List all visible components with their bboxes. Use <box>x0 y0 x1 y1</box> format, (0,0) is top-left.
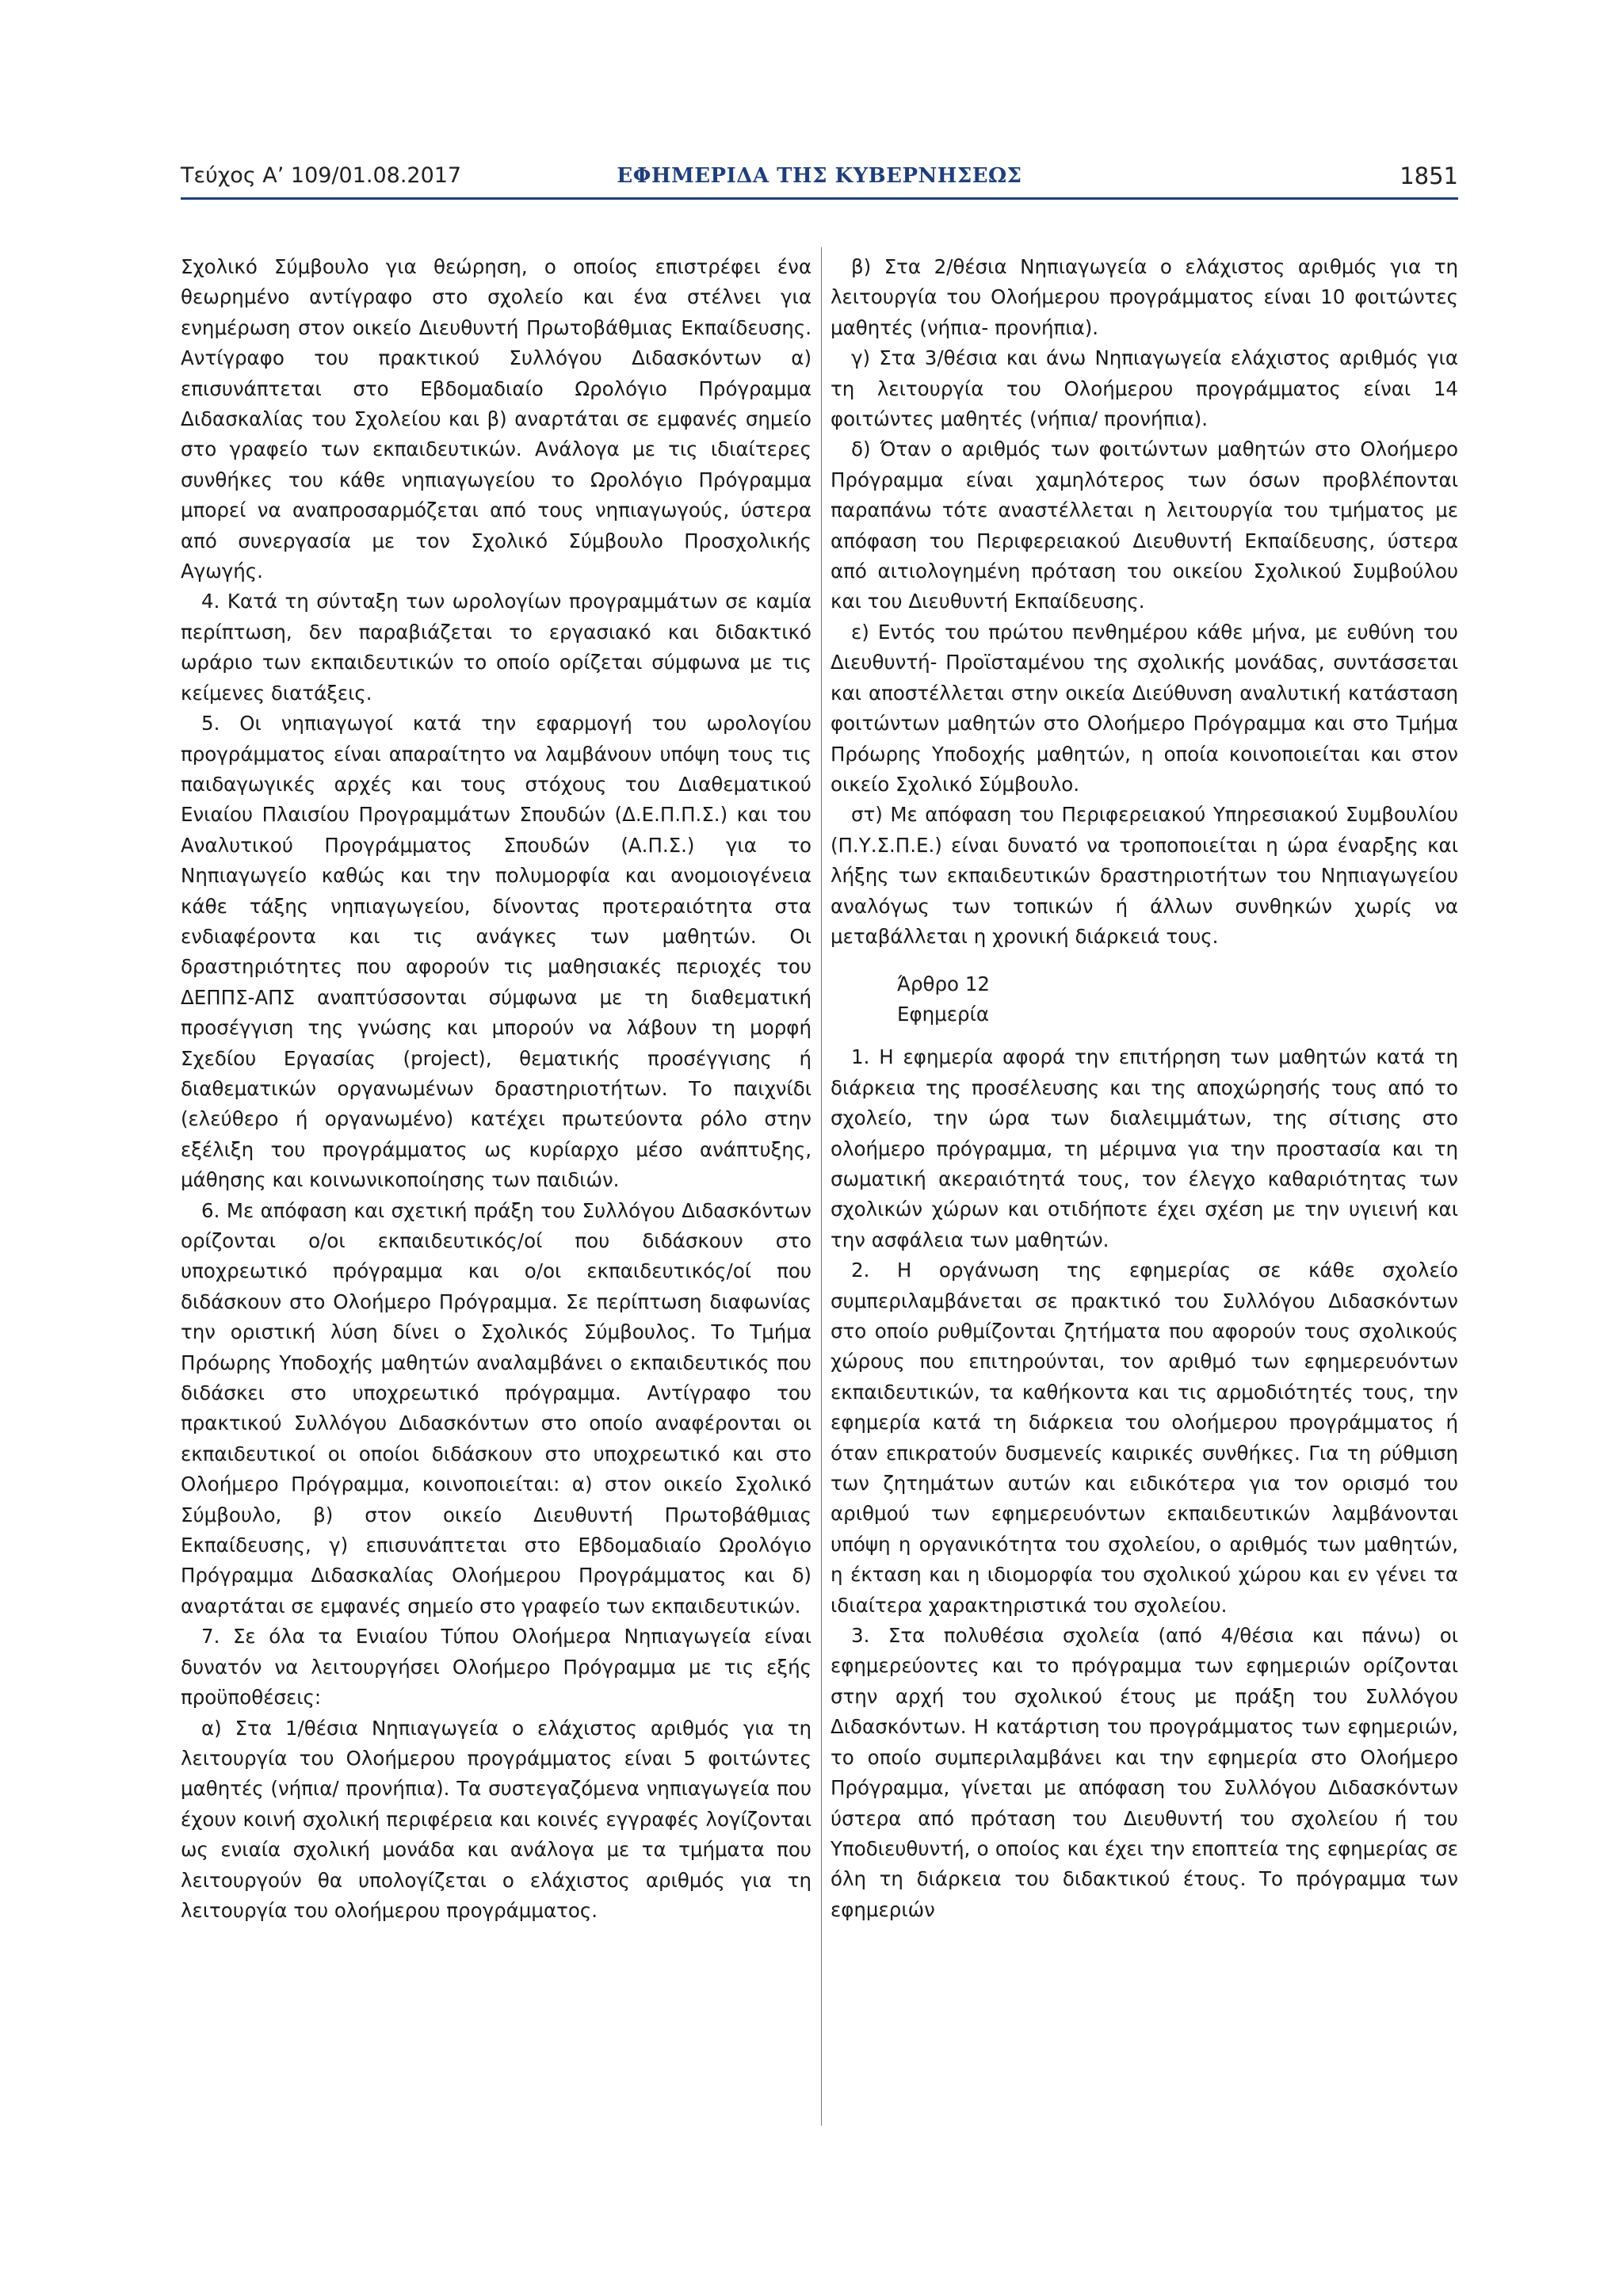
left-column <box>181 252 812 1926</box>
paragraph: 4. Κατά τη σύνταξη των ωρολογίων προγραμμάτων σε καμία περίπτωση, δεν παραβιάζεται το εργασιακό και διδακτικό ωράριο των εκπαιδευτικών το οποίο ορίζεται σύμφωνα με τις κείμενες διατάξεις. <box>181 590 812 705</box>
paragraph: β) Στα 2/θέσια Νηπιαγωγεία ο ελάχιστος αριθμός για τη λειτουργία του Ολοήμερου προγράμματος είναι 10 φοιτώντες μαθητές (νήπια- προνήπια). <box>831 255 1458 339</box>
paragraph: 2. Η οργάνωση της εφημερίας σε κάθε σχολείο συμπεριλαμβάνεται σε πρακτικό του Συλλόγου Διδασκόντων στο οποίο ρυθμίζονται ζητήματα που αφορούν τους σχολικούς χώρους που επιτηρούνται, τον αριθμό των εφημερευόντων εκπαιδευτικών, τα καθήκοντα και τις αρμοδιότητές τους, την εφημερία κατά τη διάρκεια του ολοήμερου προγράμματος ή όταν επικρατούν δυσμενείς καιρικές συνθήκες. Για τη ρύθμιση των ζητημάτων αυτών και ειδικότερα για τον ορισμό του αριθμού των εφημερευόντων εκπαιδευτικών λαμβάνονται υπόψη η οργανικότητα του σχολείου, ο αριθμός των μαθητών, η έκταση και η ιδιομορφία του σχολικού χώρου και εν γένει τα ιδιαίτερα χαρακτηριστικά του σχολείου. <box>831 1259 1458 1617</box>
paragraph: Σχολικό Σύμβουλο για θεώρηση, ο οποίος επιστρέφει ένα θεωρημένο αντίγραφο στο σχολείο και ένα στέλνει για ενημέρωση στον οικείο Διευθυντή Πρωτοβάθμιας Εκπαίδευσης. Αντίγραφο του πρακτικού Συλλόγου Διδασκόντων α) επισυνάπτεται στο Εβδομαδιαίο Ωρολόγιο Πρόγραμμα Διδασκαλίας του Σχολείου και β) αναρτάται σε εμφανές σημείο στο γραφείο των εκπαιδευτικών. Ανάλογα με τις ιδιαίτερες συνθήκες του κάθε νηπιαγωγείου το Ωρολόγιο Πρόγραμμα μπορεί να αναπροσαρμόζεται από τους νηπιαγωγούς, ύστερα από συνεργασία με τον Σχολικό Σύμβουλο Προσχολικής Αγωγής. <box>181 255 812 583</box>
article-title: Εφημερία <box>897 1003 989 1026</box>
paragraph: α) Στα 1/θέσια Νηπιαγωγεία ο ελάχιστος αριθμός για τη λειτουργία του Ολοήμερου προγράμματος είναι 5 φοιτώντες μαθητές (νήπια/ προνήπια). Τα συστεγαζόμενα νηπιαγωγεία που έχουν κοινή σχολική περιφέρεια και κοινές εγγραφές λογίζονται ως ενιαία σχολική μονάδα και ανάλογα με τα τμήματα που λειτουργούν θα υπολογίζεται ο ελάχιστος αριθμός για τη λειτουργία του ολοήμερου προγράμματος. <box>181 1716 812 1922</box>
column-divider <box>821 247 822 2126</box>
article-heading <box>831 969 1458 1030</box>
issue-reference: Τεύχος Α’ 109/01.08.2017 <box>181 163 462 188</box>
page-header <box>181 159 1458 193</box>
paragraph: ε) Εντός του πρώτου πενθημέρου κάθε μήνα, με ευθύνη του Διευθυντή- Προϊσταμένου της σχολικής μονάδας, συντάσσεται και αποστέλλεται στην οικεία Διεύθυνση αναλυτική κατάσταση φοιτώντων μαθητών στο Ολοήμερο Πρόγραμμα και στο Τμήμα Πρόωρης Υποδοχής μαθητών, η οποία κοινοποιείται και στον οικείο Σχολικό Σύμβουλο. <box>831 620 1458 796</box>
right-column <box>831 252 1458 1925</box>
paragraph: 1. Η εφημερία αφορά την επιτήρηση των μαθητών κατά τη διάρκεια της προσέλευσης και της αποχώρησής τους από το σχολείο, την ώρα των διαλειμμάτων, της σίτισης στο ολοήμερο πρόγραμμα, τη μέριμνα για την προστασία και τη σωματική ακεραιότητά τους, τον έλεγχο καθαριότητας των σχολικών χώρων και οτιδήποτε έχει σχέση με την υγιεινή και την ασφάλεια των μαθητών. <box>831 1045 1458 1251</box>
paragraph: 6. Με απόφαση και σχετική πράξη του Συλλόγου Διδασκόντων ορίζονται ο/οι εκπαιδευτικός/οί που διδάσκουν στο υποχρεωτικό πρόγραμμα και ο/οι εκπαιδευτικός/οί που διδάσκουν στο Ολοήμερο Πρόγραμμα. Σε περίπτωση διαφωνίας την οριστική λύση δίνει ο Σχολικός Σύμβουλος. Το Τμήμα Πρόωρης Υποδοχής μαθητών αναλαμβάνει ο εκπαιδευτικός που διδάσκει στο υποχρεωτικό πρόγραμμα. Αντίγραφο του πρακτικού Συλλόγου Διδασκόντων στο οποίο αναφέρονται οι εκπαιδευτικοί οι οποίοι διδάσκουν στο υποχρεωτικό και στο Ολοήμερο Πρόγραμμα, κοινοποιείται: α) στον οικείο Σχολικό Σύμβουλο, β) στον οικείο Διευθυντή Πρωτοβάθμιας Εκπαίδευσης, γ) επισυνάπτεται στο Εβδομαδιαίο Ωρολόγιο Πρόγραμμα Διδασκαλίας Ολοήμερου Προγράμματος και δ) αναρτάται σε εμφανές σημείο στο γραφείο των εκπαιδευτικών. <box>181 1198 812 1618</box>
page-number: 1851 <box>1400 162 1458 189</box>
paragraph: 5. Οι νηπιαγωγοί κατά την εφαρμογή του ωρολογίου προγράμματος είναι απαραίτητο να λαμβάνουν υπόψη τους τις παιδαγωγικές αρχές και τους στόχους του Διαθεματικού Ενιαίου Πλαισίου Προγραμμάτων Σπουδών (Δ.Ε.Π.Π.Σ.) και του Αναλυτικού Προγράμματος Σπουδών (Α.Π.Σ.) για το Νηπιαγωγείο καθώς και την πολυμορφία και ανομοιογένεια κάθε τάξης νηπιαγωγείου, δίνοντας προτεραιότητα στα ενδιαφέροντα και τις ανάγκες των μαθητών. Οι δραστηριότητες που αφορούν τις μαθησιακές περιοχές του ΔΕΠΠΣ-ΑΠΣ αναπτύσσονται σύμφωνα με τη διαθεματική προσέγγιση της γνώσης και μπορούν να λάβουν τη μορφή Σχεδίου Εργασίας (project), θεματικής προσέγγισης ή διαθεματικών οργανωμένων δραστηριοτήτων. Το παιχνίδι (ελεύθερο ή οργανωμένο) κατέχει πρωτεύοντα ρόλο στην εξέλιξη του προγράμματος ως κυρίαρχο μέσο ανάπτυξης, μάθησης και κοινωνικοποίησης των παιδιών. <box>181 712 812 1192</box>
paragraph: γ) Στα 3/θέσια και άνω Νηπιαγωγεία ελάχιστος αριθμός για τη λειτουργία του Ολοήμερου προγράμματος είναι 14 φοιτώντες μαθητές (νήπια/ προνήπια). <box>831 346 1458 431</box>
paragraph: 3. Στα πολυθέσια σχολεία (από 4/θέσια και πάνω) οι εφημερεύοντες και το πρόγραμμα των εφημεριών ορίζονται στην αρχή του σχολικού έτους με πράξη του Συλλόγου Διδασκόντων. Η κατάρτιση του προγράμματος των εφημεριών, το οποίο συμπεριλαμβάνει και την εφημερία στο Ολοήμερο Πρόγραμμα, γίνεται με απόφαση του Συλλόγου Διδασκόντων ύστερα από πρόταση του Διευθυντή του σχολείου ή του Υποδιευθυντή, ο οποίος και έχει την εποπτεία της εφημερίας σε όλη τη διάρκεια του διδακτικού έτους. Το πρόγραμμα των εφημεριών <box>831 1624 1458 1921</box>
paragraph: δ) Όταν ο αριθμός των φοιτώντων μαθητών στο Ολοήμερο Πρόγραμμα είναι χαμηλότερος των όσων προβλέπονται παραπάνω τότε αναστέλλεται η λειτουργία του τμήματος με απόφαση του Περιφερειακού Διευθυντή Εκπαίδευσης, ύστερα από αιτιολογημένη πρόταση του οικείου Σχολικού Συμβούλου και του Διευθυντή Εκπαίδευσης. <box>831 437 1458 613</box>
journal-title: ΕΦΗΜΕΡΙΔΑ ΤΗΣ ΚΥΒΕΡΝΗΣΕΩΣ <box>617 164 1022 188</box>
header-rule <box>181 197 1458 200</box>
paragraph: στ) Με απόφαση του Περιφερειακού Υπηρεσιακού Συμβουλίου (Π.Υ.Σ.Π.Ε.) είναι δυνατό να τροποποιείται η ώρα έναρξης και λήξης των εκπαιδευτικών δραστηριοτήτων του Νηπιαγωγείου αναλόγως των τοπικών ή άλλων συνθηκών χωρίς να μεταβάλλεται η χρονική διάρκειά τους. <box>831 803 1458 948</box>
paragraph: 7. Σε όλα τα Ενιαίου Τύπου Ολοήμερα Νηπιαγωγεία είναι δυνατόν να λειτουργήσει Ολοήμερο Πρόγραμμα με τις εξής προϋποθέσεις: <box>181 1625 812 1710</box>
article-number: Άρθρο 12 <box>897 972 991 996</box>
